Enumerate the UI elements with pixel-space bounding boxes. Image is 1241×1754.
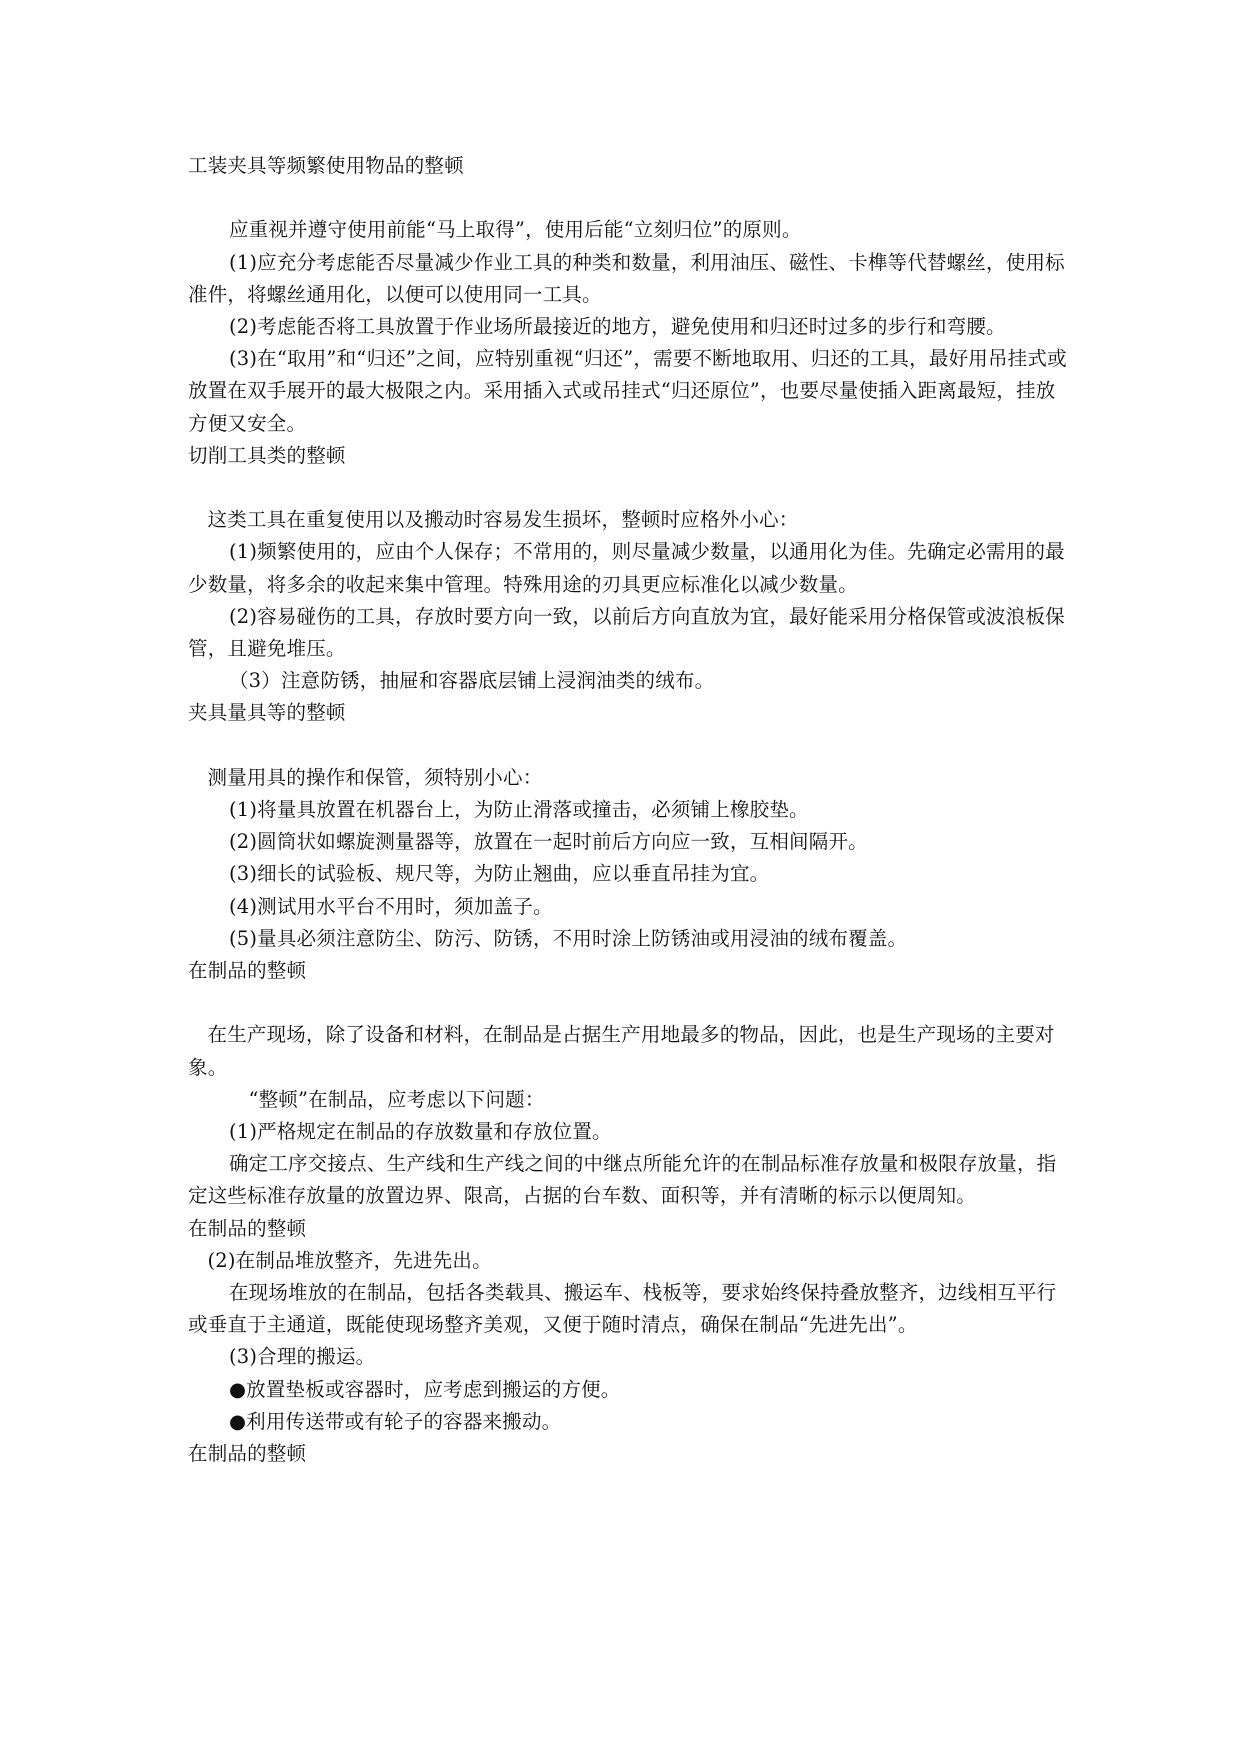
section-heading-fixtures: 工装夹具等频繁使用物品的整顿: [188, 154, 464, 177]
paragraph: “整顿”在制品，应考虑以下问题：: [248, 1087, 545, 1111]
paragraph: (1)严格规定在制品的存放数量和存放位置。: [228, 1120, 612, 1144]
paragraph: 在生产现场，除了设备和材料，在制品是占据生产用地最多的物品，因此，也是生产现场的主要对象。: [188, 1023, 1055, 1079]
section-heading-wip: 在制品的整顿: [188, 1216, 307, 1240]
paragraph: (3)合理的搬运。: [228, 1345, 376, 1369]
paragraph: (5)量具必须注意防尘、防污、防锈，不用时涂上防锈油或用浸油的绒布覆盖。: [228, 926, 908, 950]
bullet-item: ●放置垫板或容器时，应考虑到搬运的方便。: [228, 1377, 621, 1401]
spacer: [188, 987, 1068, 1019]
bullet-item: ●利用传送带或有轮子的容器来搬动。: [228, 1409, 562, 1433]
section-heading-wip: 在制品的整顿: [188, 959, 307, 983]
paragraph: 应重视并遵守使用前能“马上取得”，使用后能“立刻归位”的原则。: [228, 218, 802, 242]
paragraph: (3)细长的试验板、规尺等，为防止翘曲，应以垂直吊挂为宜。: [228, 862, 770, 886]
section-heading-gauges: 夹具量具等的整顿: [188, 701, 346, 725]
paragraph: (1)将量具放置在机器台上，为防止滑落或撞击，必须铺上橡胶垫。: [228, 798, 809, 822]
paragraph: 这类工具在重复使用以及搬动时容易发生损坏，整顿时应格外小心：: [207, 508, 799, 532]
paragraph: (1)频繁使用的，应由个人保存；不常用的，则尽量减少数量，以通用化为佳。先确定必需用的最少数量，将多余的收起来集中管理。特殊用途的刃具更应标准化以减少数量。: [188, 540, 1065, 596]
spacer: [188, 182, 1068, 214]
paragraph: (2)在制品堆放整齐，先进先出。: [207, 1248, 492, 1272]
paragraph: 测量用具的操作和保管，须特别小心：: [207, 765, 543, 789]
paragraph: 确定工序交接点、生产线和生产线之间的中继点所能允许的在制品标准存放量和极限存放量，指定这些标准存放量的放置边界、限高，占据的台车数、面积等，并有清晰的标示以便周知。: [188, 1152, 1057, 1208]
paragraph: (2)考虑能否将工具放置于作业场所最接近的地方，避免使用和归还时过多的步行和弯腰。: [228, 315, 1006, 338]
paragraph: (2)圆筒状如螺旋测量器等，放置在一起时前后方向应一致，互相间隔开。: [228, 830, 868, 854]
paragraph: (4)测试用水平台不用时，须加盖子。: [228, 894, 553, 918]
section-heading-wip: 在制品的整顿: [188, 1442, 307, 1466]
paragraph: (3)在“取用”和“归还”之间，应特别重视“归还”，需要不断地取用、归还的工具，最好用吊挂式或放置在双手展开的最大极限之内。采用插入式或吊挂式“归还原位”，也要尽量使插入距离最短，挂放方便又安全。: [188, 347, 1067, 435]
paragraph: 在现场堆放的在制品，包括各类载具、搬运车、栈板等，要求始终保持叠放整齐，边线相互平行或垂直于主通道，既能使现场整齐美观，又便于随时清点，确保在制品“先进先出”。: [188, 1281, 1057, 1337]
paragraph: （3）注意防锈，抽屉和容器底层铺上浸润油类的绒布。: [228, 669, 715, 693]
document-body: [188, 150, 1068, 1470]
spacer: [188, 730, 1068, 762]
paragraph: (2)容易碰伤的工具，存放时要方向一致，以前后方向直放为宜，最好能采用分格保管或波浪板保管，且避免堆压。: [188, 604, 1065, 661]
spacer: [188, 472, 1068, 504]
paragraph: (1)应充分考虑能否尽量减少作业工具的种类和数量，利用油压、磁性、卡榫等代替螺丝，使用标准件，将螺丝通用化，以便可以使用同一工具。: [188, 250, 1065, 306]
section-heading-cutting-tools: 切削工具类的整顿: [188, 443, 346, 467]
